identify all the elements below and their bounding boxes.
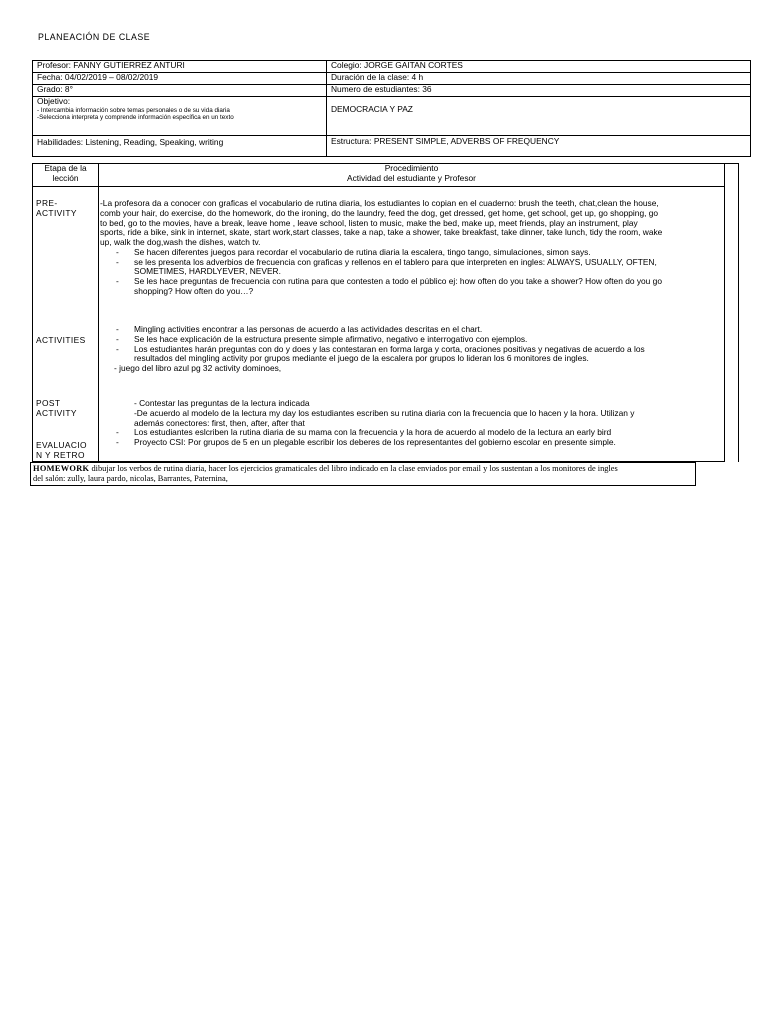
homework-text-2: del salón: zully, laura pardo, nicolas, Barrantes, Paternina, <box>33 474 228 484</box>
post-line-1: - Contestar las preguntas de la lectura indicada <box>134 398 310 408</box>
pre-activity-label <box>36 199 77 219</box>
list-item: - Mingling activities encontrar a las personas de acuerdo a las actividades descritas en el chart. <box>100 325 734 335</box>
list-item: - Se les hace explicación de la estructura presente simple afirmativo, negativo e interrogativo con ejemplos. <box>100 335 734 345</box>
objetivo-item-2: -Selecciona interpreta y comprende información específica en un texto <box>37 113 234 121</box>
procedure-header-line-1: Procedimiento <box>384 163 439 173</box>
habilidades-text: Habilidades: Listening, Reading, Speaking, writing <box>37 137 224 147</box>
post-activity-content <box>100 399 734 448</box>
numero-estudiantes-cell: Numero de estudiantes: 36 <box>327 85 751 97</box>
stage-header-line-1: Etapa de la <box>44 163 87 173</box>
procedure-header-line-2: Actividad del estudiante y Profesor <box>347 172 476 183</box>
post-line-3: además conectores: first, then, after, after that <box>134 417 305 428</box>
activities-label: ACTIVITIES <box>36 335 86 345</box>
vocabulary-line: up, walk the dog,wash the dishes, watch tv. <box>100 237 261 247</box>
tema-text: DEMOCRACIA Y PAZ <box>331 104 413 114</box>
list-item-text: SOMETIMES, HARDLYEVER, NEVER. <box>134 266 281 277</box>
list-item-text: Se hacen diferentes juegos para recordar el vocabulario de rutina diaria la escalera, tingo tango, simulaciones, simon says. <box>134 246 591 257</box>
post-line-2: -De acuerdo al modelo de la lectura my day los estudiantes escriben su rutina diaria con la frecuencia que lo hacen y la hora. Utilizan y <box>134 407 635 418</box>
objetivo-cell <box>33 97 327 136</box>
list-item-text: shopping? How often do you…? <box>134 285 254 296</box>
activities-content <box>100 325 734 374</box>
pre-activity-content <box>100 199 734 297</box>
eval-label-line-1: EVALUACIO <box>36 440 87 450</box>
list-item-text: resultados del mingling activity por grupos mediante el juego de la escalera por grupos lo lideran los 6 monitores de ingles. <box>134 353 589 364</box>
list-item: - Los estudiantes eslcriben la rutina diaria de su mama con la frecuencia y la hora de acuerdo al modelo de la lectura an early bird <box>100 428 734 438</box>
vocabulary-line: sports, ride a bike, sink in internet, skate, start work,start classes, take a nap, take a shower, take breakfast, take dinner, take lunch, tidy the room, wake <box>100 227 663 238</box>
objetivo-item-1: - Intercambia información sobre temas personales o de su vida diaria <box>37 106 230 114</box>
homework-box <box>30 462 696 486</box>
post-label-line-1: POST <box>36 398 61 408</box>
fecha-cell: Fecha: 04/02/2019 – 08/02/2019 <box>33 73 327 85</box>
stage-column <box>33 187 99 462</box>
procedure-header <box>99 164 725 187</box>
list-item-text: Se les hace explicación de la estructura presente simple afirmativo, negativo e interrogativo con ejemplos. <box>134 333 528 344</box>
profesor-cell: Profesor: FANNY GUTIERREZ ANTURI <box>33 61 327 73</box>
list-item-text: Se les hace preguntas de frecuencia con rutina para que contesten a todo el público ej: how often do you take a shower? How often do you go <box>134 276 662 286</box>
list-item: - Los estudiantes harán preguntas con do y does y las contestaran en forma larga y corta, oraciones positivas y negativas de acuerdo a los resultados del mingling activity por grupos mediante el juego de la escalera por grupos lo lideran los 6 monitores de ingles. <box>100 345 734 365</box>
vocabulary-line: to bed, go to the movies, have a break, leave home , leave school, listen to music, make the bed, make up, meet friends, play an instrument, play <box>100 217 638 228</box>
list-item-text: Mingling activities encontrar a las personas de acuerdo a las actividades descritas en el chart. <box>134 324 483 334</box>
list-item: - Se hacen diferentes juegos para recordar el vocabulario de rutina diaria la escalera, tingo tango, simulaciones, simon says. <box>100 248 734 258</box>
eval-label-line-2: N Y RETRO <box>36 449 85 460</box>
homework-text-1: dibujar los verbos de rutina diaria, hacer los ejercicios gramaticales del libro indicado en la clase enviados por email y los sustentan a los monitores de ingles <box>89 464 618 473</box>
pre-label-line-1: PRE- <box>36 198 58 208</box>
list-item: - Se les hace preguntas de frecuencia con rutina para que contesten a todo el público ej: how often do you take a shower? How often do you go shopping? How often do you…? <box>100 277 734 297</box>
grado-cell: Grado: 8° <box>33 85 327 97</box>
objetivo-label: Objetivo: <box>37 96 71 106</box>
stage-header-line-2: lección <box>52 172 79 183</box>
list-item: - se les presenta los adverbios de frecuencia con graficas y rellenos en el tablero para que interpreten en ingles: ALWAYS, USUALLY, OFTEN, SOMETIMES, HARDLYEVER, NEVER. <box>100 258 734 278</box>
vocabulary-line: comb your hair, do exercise, do the homework, do the ironing, do the laundry, feed the dog, get dressed, get home, get school, get up, go shopping, go <box>100 207 659 218</box>
list-item-text: Proyecto CSI: Por grupos de 5 en un plegable escribir los deberes de los representantes del gobierno escolar en presente simple. <box>134 437 616 447</box>
estructura-cell <box>327 136 751 157</box>
list-item-text: se les presenta los adverbios de frecuencia con graficas y rellenos en el tablero para que interpreten en ingles: ALWAYS, USUALLY, OFTEN, <box>134 256 657 267</box>
post-label-line-2: ACTIVITY <box>36 407 77 418</box>
estructura-text: Estructura: PRESENT SIMPLE, ADVERBS OF FREQUENCY <box>331 136 560 146</box>
list-item: - Proyecto CSI: Por grupos de 5 en un plegable escribir los deberes de los representantes del gobierno escolar en presente simple. <box>100 438 734 448</box>
info-table <box>32 60 751 157</box>
duracion-cell: Duración de la clase: 4 h <box>327 73 751 85</box>
vocabulary-line: -La profesora da a conocer con graficas el vocabulario de rutina diaria, los estudiantes lo copian en el cuaderno: brush the teeth, chat,clean the house, <box>100 198 659 208</box>
activity-extra-line: - juego del libro azul pg 32 activity dominoes, <box>114 363 282 373</box>
evaluation-label <box>36 441 87 461</box>
tema-cell <box>327 97 751 136</box>
colegio-cell: Colegio: JORGE GAITAN CORTES <box>327 61 751 73</box>
post-activity-label <box>36 399 77 419</box>
list-item-text: Los estudiantes eslcriben la rutina diaria de su mama con la frecuencia y la hora de acuerdo al modelo de la lectura an early bird <box>134 427 612 438</box>
document-title: PLANEACIÓN DE CLASE <box>38 32 151 42</box>
pre-label-line-2: ACTIVITY <box>36 207 77 218</box>
homework-label: HOMEWORK <box>33 464 90 473</box>
list-item-text: Los estudiantes harán preguntas con do y does y las contestaran en forma larga y corta, oraciones positivas y negativas de acuerdo a los <box>134 343 645 354</box>
stage-header <box>33 164 99 187</box>
habilidades-cell <box>33 136 327 157</box>
